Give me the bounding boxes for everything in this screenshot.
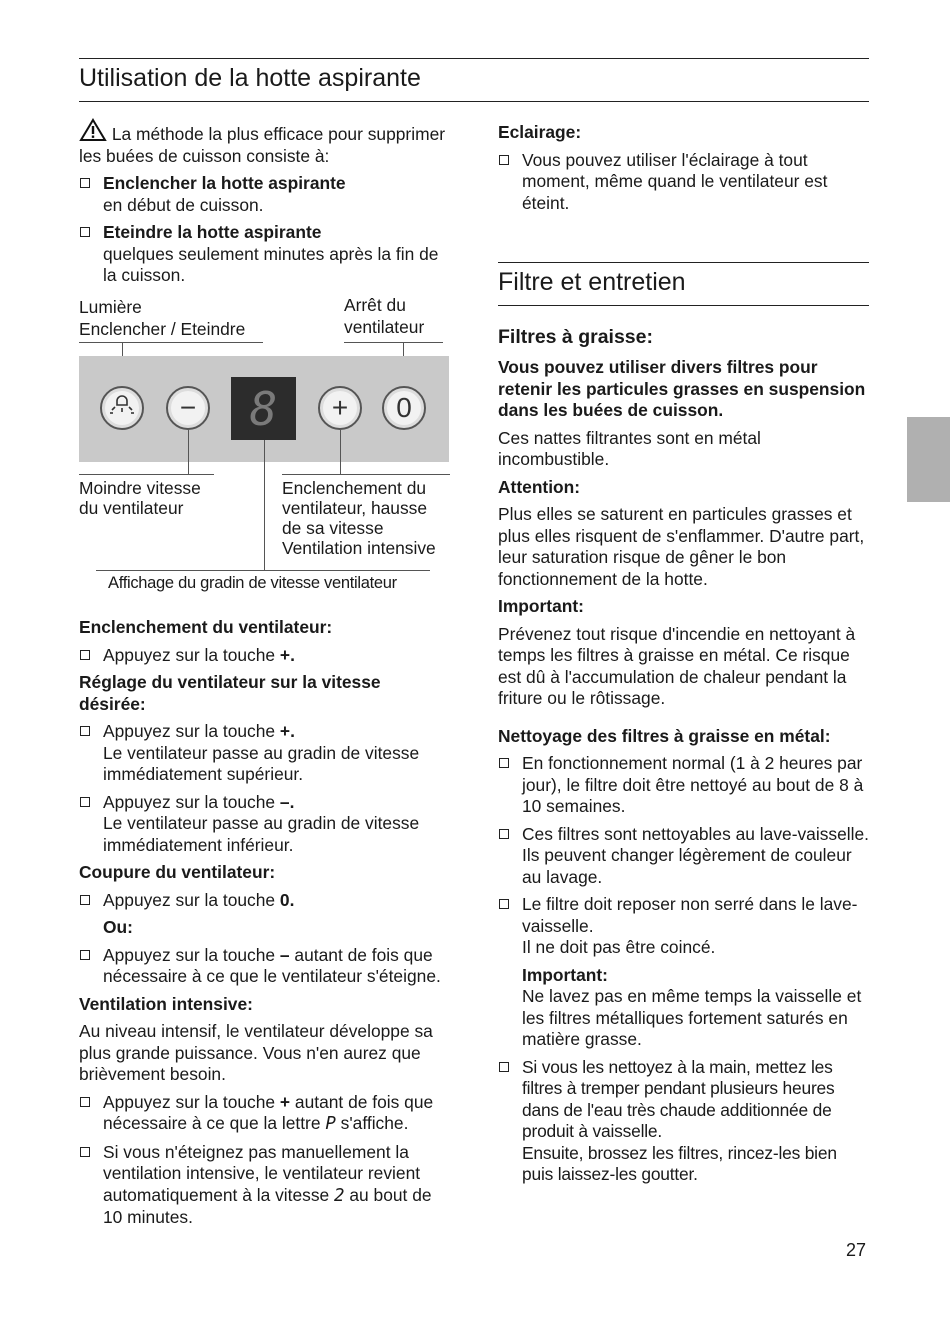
item-text: Vous pouvez utiliser l'éclairage à tout moment, même quand le ventilateur est éteint. [522, 149, 828, 213]
warning-icon [79, 118, 107, 142]
header-bottom-rule [79, 101, 869, 102]
heading-fan-off: Coupure du ventilateur: [79, 862, 276, 882]
checkbox-icon [80, 950, 90, 960]
label-off-rule [344, 342, 443, 343]
item-text: Appuyez sur la touche [103, 1091, 280, 1112]
label-display: Affichage du gradin de vitesse ventilateur [108, 574, 397, 592]
filters-intro: Vous pouvez utiliser divers filtres pour retenir les particules grasses en suspension dans les buées de cuisson. [498, 357, 866, 420]
checkbox-icon [80, 726, 90, 736]
item-text: Le ventilateur passe au gradin de vitesse immédiatement inférieur. [103, 813, 420, 855]
key-label: 0. [279, 889, 295, 910]
label-light-rule [79, 342, 263, 343]
checkbox-icon [80, 227, 90, 237]
list-item [498, 753, 870, 818]
section-tab [907, 417, 950, 502]
page-title: Utilisation de la hotte aspirante [79, 64, 421, 92]
important-paragraph: Prévenez tout risque d'incendie en nettoyant à temps les filtres à graisse en métal. Ce risque est dû à l'accumulation de chaleur pendant la friture ou le rôtissage. [498, 623, 856, 708]
checkbox-icon [499, 758, 509, 768]
intro-item-bold: Enclencher la hotte aspirante [103, 173, 346, 193]
section-bottom-rule [498, 305, 869, 306]
key-label: +. [279, 721, 295, 741]
display-glyph: 2 [334, 1185, 345, 1206]
checkbox-icon [80, 178, 90, 188]
key-label: + [279, 1091, 291, 1112]
leader-minus [188, 430, 189, 474]
heading-important: Important: [498, 596, 584, 616]
intensive-paragraph: Au niveau intensif, le ventilateur développe sa plus grande puissance. Vous n'en aurez que brièvement besoin. [79, 1021, 433, 1084]
item-text: autant de fois que nécessaire à ce que le ventilateur s'éteigne. [103, 944, 441, 986]
intro-block [79, 118, 449, 287]
or-label: Ou: [103, 917, 133, 937]
item-text: En fonctionnement normal (1 à 2 heures par jour), le filtre doit être nettoyé au bout de 8 à 10 semaines. [522, 753, 864, 816]
page-number: 27 [846, 1240, 867, 1260]
intro-text: La méthode la plus efficace pour supprimer les buées de cuisson consiste à: [79, 124, 446, 166]
intro-item-text: quelques seulement minutes après la fin de la cuisson. [103, 243, 439, 285]
label-minus: Moindre vitesse du ventilateur [79, 478, 201, 518]
lighting-block [498, 122, 870, 214]
left-column-body [79, 617, 451, 1229]
lightbulb-icon [107, 393, 137, 423]
checkbox-icon [499, 899, 509, 909]
section-title: Filtre et entretien [498, 268, 686, 296]
key-label: – [279, 944, 290, 965]
checkbox-icon [499, 829, 509, 839]
attention-paragraph: Plus elles se saturent en particules grasses et plus elles risquent de s'enflammer. D'autre part, leur saturation risque de gêner le bon fonctionnement de la hotte. [498, 504, 865, 589]
label-minus-rule [79, 474, 214, 475]
list-item [79, 645, 451, 667]
leader-display [264, 440, 265, 570]
item-text: Ces filtres sont nettoyables au lave-vaisselle. Ils peuvent changer légèrement de couleur au lavage. [522, 823, 870, 887]
heading-cleaning: Nettoyage des filtres à graisse en métal: [498, 725, 831, 746]
plus-label: + [331, 392, 349, 423]
label-plus-rule [282, 474, 450, 475]
checkbox-icon [499, 155, 509, 165]
intro-paragraph [79, 118, 449, 167]
header-top-rule [79, 58, 869, 59]
list-item [79, 1092, 451, 1136]
note-heading: Important: [522, 964, 608, 985]
list-item [79, 792, 451, 857]
intro-item-bold: Eteindre la hotte aspirante [103, 222, 322, 242]
list-item [79, 890, 451, 912]
checkbox-icon [80, 895, 90, 905]
checkbox-icon [80, 1097, 90, 1107]
item-text: s'affiche. [335, 1113, 409, 1133]
checkbox-icon [80, 650, 90, 660]
heading-intensive: Ventilation intensive: [79, 993, 253, 1014]
note-text: Ne lavez pas en même temps la vaisselle et les filtres métalliques fortement saturés en matière grasse. [522, 986, 862, 1049]
leader-plus [340, 430, 341, 474]
zero-button[interactable] [382, 386, 426, 430]
heading-fan-speed: Réglage du ventilateur sur la vitesse désirée: [79, 672, 381, 714]
list-item [79, 945, 451, 988]
list-item [79, 1142, 451, 1229]
heading-lighting: Eclairage: [498, 122, 582, 142]
label-light: Lumière Enclencher / Eteindre [79, 297, 246, 339]
minus-label: − [179, 392, 197, 423]
heading-grease-filters: Filtres à graisse: [498, 326, 653, 348]
plus-button[interactable] [318, 386, 362, 430]
item-text: Appuyez sur la touche [103, 644, 280, 665]
item-text: Le filtre doit reposer non serré dans le lave-vaisselle. Il ne doit pas être coincé. [522, 894, 858, 957]
heading-fan-on: Enclenchement du ventilateur: [79, 617, 333, 637]
checkbox-icon [499, 1062, 509, 1072]
speed-display [231, 377, 296, 440]
display-glyph: P [325, 1114, 336, 1134]
item-text: Appuyez sur la touche [103, 721, 280, 741]
label-display-rule [96, 570, 430, 571]
right-column-body [498, 325, 870, 1186]
intro-item [79, 222, 449, 287]
item-text: Appuyez sur la touche [103, 889, 280, 910]
checkbox-icon [80, 1147, 90, 1157]
heading-attention: Attention: [498, 476, 581, 497]
item-text: Si vous les nettoyez à la main, mettez les filtres à tremper pendant plusieurs heures dans de l'eau très chaude additionnée de produit à vaisselle. Ensuite, brossez les filtres, rincez-les bien puis laissez-les goutter. [522, 1056, 837, 1184]
key-label: –. [279, 791, 295, 812]
item-text: Appuyez sur la touche [103, 944, 280, 965]
list-item [79, 721, 451, 786]
section-top-rule [498, 262, 869, 263]
label-plus: Enclenchement du ventilateur, hausse de sa vitesse Ventilation intensive [282, 478, 436, 558]
item-text: Le ventilateur passe au gradin de vitesse immédiatement supérieur. [103, 742, 420, 784]
filters-paragraph: Ces nattes filtrantes sont en métal incombustible. [498, 427, 761, 469]
light-button[interactable] [100, 386, 144, 430]
list-item [498, 150, 870, 215]
item-text: autant de fois que nécessaire à ce que la lettre [103, 1091, 434, 1133]
key-label: +. [279, 644, 295, 665]
label-off: Arrêt du ventilateur [344, 295, 425, 337]
display-digit: 8 [249, 381, 278, 436]
item-text: au bout de 10 minutes. [103, 1184, 432, 1227]
intro-item [79, 173, 449, 216]
item-text: Si vous n'éteignez pas manuellement la ventilation intensive, le ventilateur revient automatiquement à la vitesse [103, 1141, 421, 1205]
list-item [498, 1057, 870, 1186]
list-item [498, 824, 870, 889]
list-item [498, 894, 870, 1051]
minus-button[interactable] [166, 386, 210, 430]
intro-item-text: en début de cuisson. [103, 194, 264, 215]
zero-label: 0 [396, 392, 412, 423]
checkbox-icon [80, 797, 90, 807]
item-text: Appuyez sur la touche [103, 791, 280, 812]
